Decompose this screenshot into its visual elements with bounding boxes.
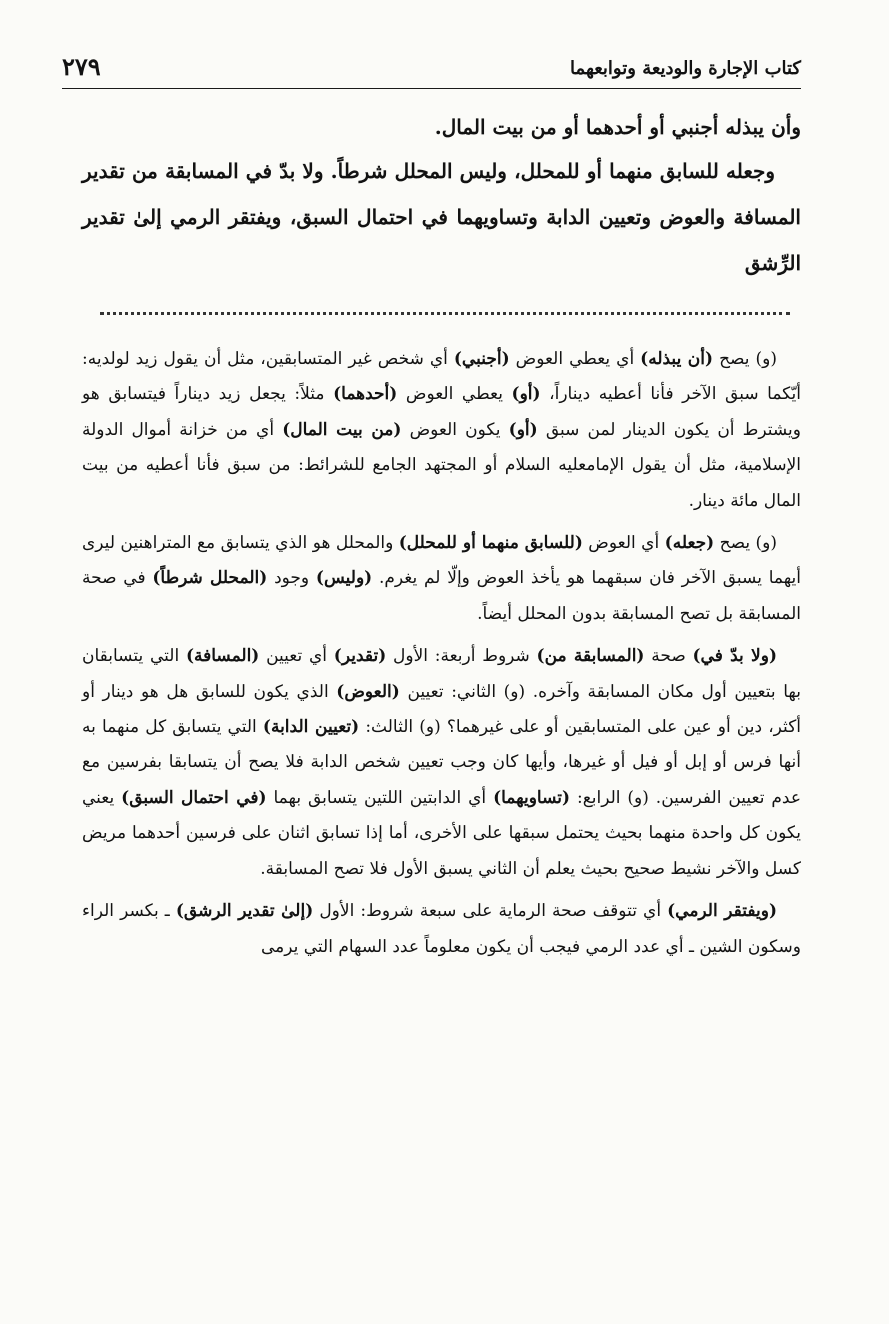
main-text-paragraph-2: وجعله للسابق منهما أو للمحلل، وليس المحلل شرطاً. ولا بدّ في المسابقة من تقدير المسافة والعوض وتعيين الدابة وتساويهما في احتمال السبق، ويفتقر الرمي إلىٰ تقدير الرِّشق xyxy=(82,159,801,275)
text-span: يعني يكون كل واحدة منهما بحيث يحتمل سبقها على الأخرى، أما إذا تسابق اثنان على فرسين أحدهما مريض كسل والآخر نشيط صحيح بحيث يعلم أن الثاني يسبق الأول فلا تصح المسابقة. xyxy=(82,787,801,879)
bold-term: (ويفتقر الرمي) xyxy=(667,901,777,922)
text-span: (و) يصح xyxy=(713,349,777,369)
bold-term: (العوض) xyxy=(336,681,400,702)
bold-term: (أن يبذله) xyxy=(640,349,714,369)
bold-term: (أو) xyxy=(511,384,541,405)
commentary-paragraph-3 xyxy=(82,639,801,887)
text-span: التي يتسابقان بها بتعيين أول مكان المسابقة وآخره. (و) الثاني: تعيين xyxy=(82,646,801,702)
bold-term: (تعيين الدابة) xyxy=(262,717,360,738)
text-span: أي تتوقف صحة الرماية على سبعة شروط: الأول xyxy=(313,901,668,922)
text-span: والمحلل هو الذي يتسابق مع المتراهنين ليرى أيهما يسبق الآخر فان سبقهما هو يأخذ العوض وإلّا لم يغرم. xyxy=(82,533,801,589)
text-span: ـ بكسر الراء وسكون الشين ـ أي عدد الرمي فيجب أن يكون معلوماً عدد السهام التي يرمى xyxy=(82,901,801,957)
bold-term: (جعله) xyxy=(664,533,715,554)
text-span: أي العوض xyxy=(582,533,665,554)
bold-term: (المسافة) xyxy=(185,646,260,667)
bold-term: (ولا بدّ في) xyxy=(692,646,778,667)
bold-term: (تساويهما) xyxy=(493,787,571,808)
bold-term: (من بيت المال) xyxy=(282,419,402,440)
text-span: وجود xyxy=(267,568,316,589)
page-header xyxy=(62,44,801,89)
bold-term: (إلىٰ تقدير الرشق) xyxy=(175,901,314,922)
text-span: أي يعطي العوض xyxy=(509,349,641,369)
page-number: ٢٧٩ xyxy=(62,52,101,81)
commentary xyxy=(82,342,801,972)
running-title: كتاب الإجارة والوديعة وتوابعهما xyxy=(570,58,801,79)
bold-term: (أجنبي) xyxy=(453,349,510,369)
bold-term: (للسابق منهما أو للمحلل) xyxy=(398,533,583,554)
text-span: أي الدابتين اللتين يتسابق بهما xyxy=(266,787,494,808)
commentary-paragraph-2 xyxy=(82,526,801,632)
text-span: أي تعيين xyxy=(259,646,334,667)
text-span: مثلاً: يجعل زيد ديناراً فيتسابق هو ويشترط أن يكون الدينار لمن سبق xyxy=(82,384,801,440)
bold-term: (وليس) xyxy=(315,568,373,589)
bold-term: (أحدهما) xyxy=(333,384,398,405)
main-text-line-1: وأن يبذله أجنبي أو أحدهما أو من بيت المال. xyxy=(434,115,801,139)
bold-term: (المحلل شرطاً) xyxy=(152,568,268,589)
commentary-paragraph-1 xyxy=(82,342,801,519)
text-span: التي يتسابق كل منهما به أنها فرس أو إبل أو فيل أو غيرها، وأيها كان وجب تعيين شخص الدابة فلا يصح أن يتسابقا بفرسين مع عدم تعيين الفرسين. (و) الرابع: xyxy=(82,717,801,808)
bold-term: (أو) xyxy=(508,419,538,440)
text-span: صحة xyxy=(644,646,693,667)
text-span: (و) يصح xyxy=(714,533,777,554)
text-span: أي شخص غير المتسابقين، مثل أن يقول زيد لولديه: أيّكما سبق الآخر فأنا أعطيه ديناراً، xyxy=(82,349,801,405)
text-span: يكون العوض xyxy=(401,419,509,440)
bold-term: (تقدير) xyxy=(333,646,387,667)
text-span: شروط أربعة: الأول xyxy=(386,646,537,667)
bold-term: (المسابقة من) xyxy=(536,646,645,667)
text-span: في صحة المسابقة بل تصح المسابقة بدون المحلل أيضاً. xyxy=(82,568,801,624)
main-text xyxy=(82,104,801,286)
commentary-paragraph-4 xyxy=(82,894,801,965)
text-span: أي من خزانة أموال الدولة الإسلامية، مثل أن يقول الإمامعليه السلام أو المجتهد الجامع للشرائط: من سبق فأنا أعطيه من بيت المال مائة دينار. xyxy=(82,419,801,511)
dotted-divider xyxy=(100,312,790,315)
text-span: الذي يكون للسابق هل هو دينار أو أكثر، دين أو عين على المتسابقين أو على غيرهما؟ (و) الثالث: xyxy=(82,681,802,738)
text-span: يعطي العوض xyxy=(397,384,512,405)
bold-term: (في احتمال السبق) xyxy=(121,787,267,808)
